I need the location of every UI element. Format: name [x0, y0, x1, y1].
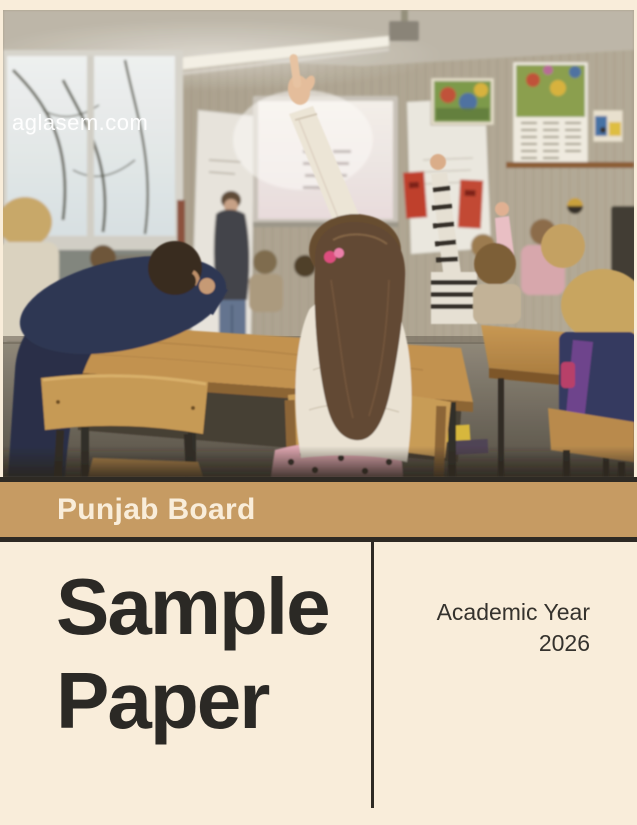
classroom-photo: [3, 10, 634, 477]
title-line-2: Paper: [56, 656, 269, 745]
page-title: [56, 560, 329, 748]
academic-year: [437, 597, 590, 659]
board-name: Punjab Board: [57, 492, 256, 526]
vertical-divider: [371, 542, 374, 808]
classroom-photo-illustration: [3, 10, 634, 477]
title-line-1: Sample: [56, 562, 329, 651]
watermark: aglasem.com: [12, 110, 149, 135]
board-banner: [0, 477, 637, 542]
academic-year-label: Academic Year: [436, 599, 590, 625]
academic-year-value: 2026: [538, 630, 590, 656]
